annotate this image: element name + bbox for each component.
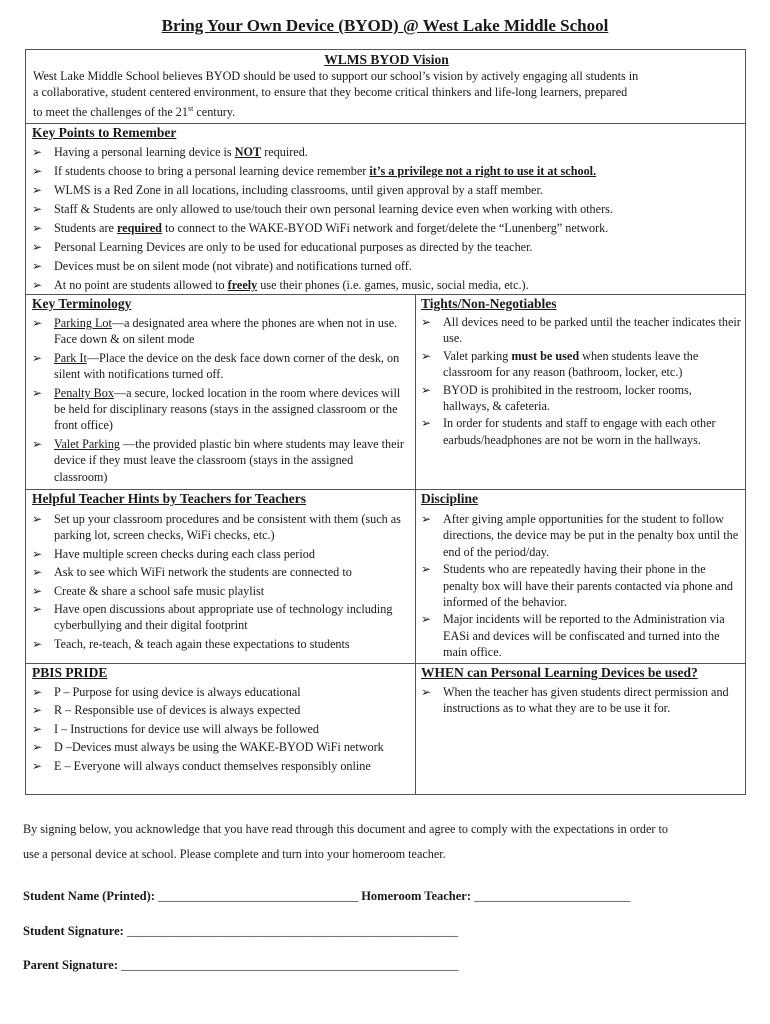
byod-table [25,49,746,795]
tights-list [421,314,741,449]
discipline-heading: Discipline [421,491,479,506]
student-signature-label: Student Signature: [23,924,124,938]
divider [26,663,745,664]
term-name: Parking Lot [54,316,112,330]
bullet-arrow-icon: ➢ [32,703,43,718]
list-item [421,314,741,347]
term-definition: —the provided plastic bin where students may leave their device if they must leave the classroom (stays in the assigned classroom) [54,436,404,484]
student-signature-row [23,924,458,939]
bullet-arrow-icon: ➢ [32,512,43,526]
list-item [32,350,404,383]
bullet-arrow-icon: ➢ [32,145,43,159]
bullet-arrow-icon: ➢ [32,278,43,292]
list-item [421,348,741,381]
term-name: Park It [54,350,87,365]
bullet-arrow-icon: ➢ [32,758,43,773]
item-text: R – Responsible use of devices is always expected [54,703,301,718]
tights-heading: Tights/Non-Negotiables [421,296,557,311]
list-item [32,636,407,652]
item-text-end: to connect to the WAKE-BYOD WiFi network and forget/delete the “Lunenberg” network. [161,221,609,235]
item-emphasis: required [116,221,162,235]
student-name-row [23,889,630,904]
list-item [421,511,741,560]
list-item [32,220,737,236]
bullet-arrow-icon: ➢ [32,183,43,197]
bullet-arrow-icon: ➢ [32,240,43,254]
bullet-arrow-icon: ➢ [421,348,432,363]
item-text: Have multiple screen checks during each class period [54,546,315,561]
item-text: At no point are students allowed to [54,278,228,292]
homeroom-label: Homeroom Teacher: [361,889,472,903]
list-item [32,721,407,737]
item-text: Create & share a school safe music playlist [54,583,265,598]
item-text: Ask to see which WiFi network the students are connected to [54,565,352,580]
item-emphasis: freely [227,278,258,292]
bullet-arrow-icon: ➢ [32,259,43,273]
item-text: WLMS is a Red Zone in all locations, including classrooms, until given approval by a staff member. [54,183,543,197]
terminology-list [32,315,404,487]
list-item [32,163,737,179]
item-text: Staff & Students are only allowed to use/touch their own personal learning device even when working with others. [54,202,613,216]
when-list [421,684,741,718]
list-item [32,564,407,580]
student-name-field[interactable]: ________________________________ [158,889,359,903]
vision-line-3: to meet the challenges of the 21st century. [33,103,236,119]
item-text: Major incidents will be reported to the Administration via EASi and devices will be confiscated and turned into the main office. [443,612,725,660]
bullet-arrow-icon: ➢ [32,721,43,736]
item-text: Students are [54,221,117,235]
term-name: Valet Parking [54,436,121,451]
bullet-arrow-icon: ➢ [32,565,43,580]
pbis-heading: PBIS PRIDE [32,665,108,680]
list-item [32,758,407,774]
term-definition: —Place the device on the desk face down corner of the desk, on silent with notifications turned off. [54,350,400,382]
term-definition: —a designated area where the phones are when not in use. Face down & on silent mode [54,316,398,347]
bullet-arrow-icon: ➢ [421,315,432,329]
key-points-heading: Key Points to Remember [32,125,177,140]
list-item [32,511,407,544]
when-heading: WHEN can Personal Learning Devices be used? [421,665,698,680]
divider [26,294,745,295]
list-item [421,611,741,660]
vision-text [33,68,733,120]
homeroom-field[interactable]: _________________________ [474,889,631,903]
list-item [421,561,741,610]
bullet-arrow-icon: ➢ [32,685,43,699]
list-item [421,382,741,415]
list-item [421,415,741,448]
key-points-list [32,144,737,296]
bullet-arrow-icon: ➢ [421,382,432,397]
list-item [32,739,407,755]
item-text: After giving ample opportunities for the student to follow directions, the device may be put in the penalty box until the end of the period/day. [443,512,739,559]
bullet-arrow-icon: ➢ [421,416,432,431]
vision-line-2: a collaborative, student centered environment, to ensure that they become critical thinkers and life-long learners, prepared [33,85,628,100]
item-text: I – Instructions for device use will always be followed [54,721,320,736]
bullet-arrow-icon: ➢ [32,740,43,755]
consent-line-1: By signing below, you acknowledge that you have read through this document and agree to comply with the expectations in order to [23,822,668,836]
vision-line-1: West Lake Middle School believes BYOD should be used to support our school’s vision by actively engaging all students in [33,69,639,83]
list-item [32,144,737,160]
item-text: Valet parking [443,348,512,363]
list-item [32,201,737,217]
divider [26,123,745,124]
item-text-end: required. [261,145,308,159]
list-item [32,546,407,562]
item-text: D –Devices must always be using the WAKE-BYOD WiFi network [54,740,384,755]
item-text: Teach, re-teach, & teach again these expectations to students [54,636,350,651]
bullet-arrow-icon: ➢ [32,221,43,235]
item-text: Devices must be on silent mode (not vibrate) and notifications turned off. [54,259,412,273]
item-text: When the teacher has given students direct permission and instructions as to what they are to be use it for. [443,685,729,716]
list-item [32,182,737,198]
item-text-end: use their phones (i.e. games, music, social media, etc.). [257,278,529,292]
bullet-arrow-icon: ➢ [32,385,43,400]
list-item [32,583,407,599]
item-text: BYOD is prohibited in the restroom, locker rooms, hallways, & cafeteria. [443,382,692,414]
hints-list [32,511,407,654]
bullet-arrow-icon: ➢ [32,636,43,651]
list-item [32,684,407,700]
item-emphasis: NOT [234,145,262,159]
consent-text [23,817,743,867]
list-item [32,601,407,634]
terminology-heading: Key Terminology [32,296,132,311]
list-item [32,239,737,255]
list-item [32,702,407,718]
page-title: Bring Your Own Device (BYOD) @ West Lake Middle School [161,16,609,35]
item-bold: must be used [511,348,580,363]
divider [26,489,745,490]
list-item [32,436,404,485]
bullet-arrow-icon: ➢ [32,546,43,561]
term-definition: —a secure, locked location in the room where devices will be held for disciplinary reasons (stays in the assigned classroom or the front office) [54,385,401,433]
item-text: Students who are repeatedly having their phone in the penalty box will have their parents contacted via phone and informed of the behavior. [443,562,734,610]
bullet-arrow-icon: ➢ [32,350,43,365]
list-item [32,315,404,348]
bullet-arrow-icon: ➢ [32,164,43,178]
bullet-arrow-icon: ➢ [421,562,432,577]
item-text: If students choose to bring a personal learning device remember [54,164,370,178]
bullet-arrow-icon: ➢ [32,316,43,330]
parent-signature-field[interactable]: ______________________________________________________ [121,958,459,972]
student-name-label: Student Name (Printed): [23,889,155,903]
consent-line-2: use a personal device at school. Please complete and turn into your homeroom teacher. [23,847,446,861]
bullet-arrow-icon: ➢ [421,612,432,627]
bullet-arrow-icon: ➢ [32,602,43,617]
column-divider [415,294,416,794]
list-item [32,277,737,293]
item-text: Set up your classroom procedures and be consistent with them (such as parking lot, screen checks, WiFi checks, etc.) [54,512,401,543]
bullet-arrow-icon: ➢ [32,202,43,216]
bullet-arrow-icon: ➢ [32,583,43,598]
student-signature-field[interactable]: _____________________________________________________ [126,924,459,938]
hints-heading: Helpful Teacher Hints by Teachers for Teachers [32,491,307,506]
vision-heading: WLMS BYOD Vision [324,52,449,67]
pbis-list [32,684,407,776]
item-text: Have open discussions about appropriate use of technology including cyberbullying and their digital footprint [54,602,393,633]
term-name: Penalty Box [54,385,114,400]
parent-signature-label: Parent Signature: [23,958,119,972]
parent-signature-row [23,958,459,973]
item-emphasis: it’s a privilege not a right to use it at school. [369,164,597,178]
item-text: In order for students and staff to engage with each other earbuds/headphones are not be worn in the hallways. [443,416,716,447]
discipline-list [421,511,741,662]
item-text: Having a personal learning device is [54,145,235,159]
item-text: P – Purpose for using device is always educational [54,685,301,699]
item-text: All devices need to be parked until the teacher indicates their use. [443,315,741,346]
bullet-arrow-icon: ➢ [421,685,432,699]
item-text: Personal Learning Devices are only to be used for educational purposes as directed by the teacher. [54,240,533,254]
item-text-end: when students leave the classroom for any reason (bathroom, locker, etc.) [443,348,699,380]
list-item [32,385,404,434]
item-text: E – Everyone will always conduct themselves responsibly online [54,758,371,773]
bullet-arrow-icon: ➢ [421,512,432,526]
bullet-arrow-icon: ➢ [32,436,43,451]
list-item [32,258,737,274]
list-item [421,684,741,717]
